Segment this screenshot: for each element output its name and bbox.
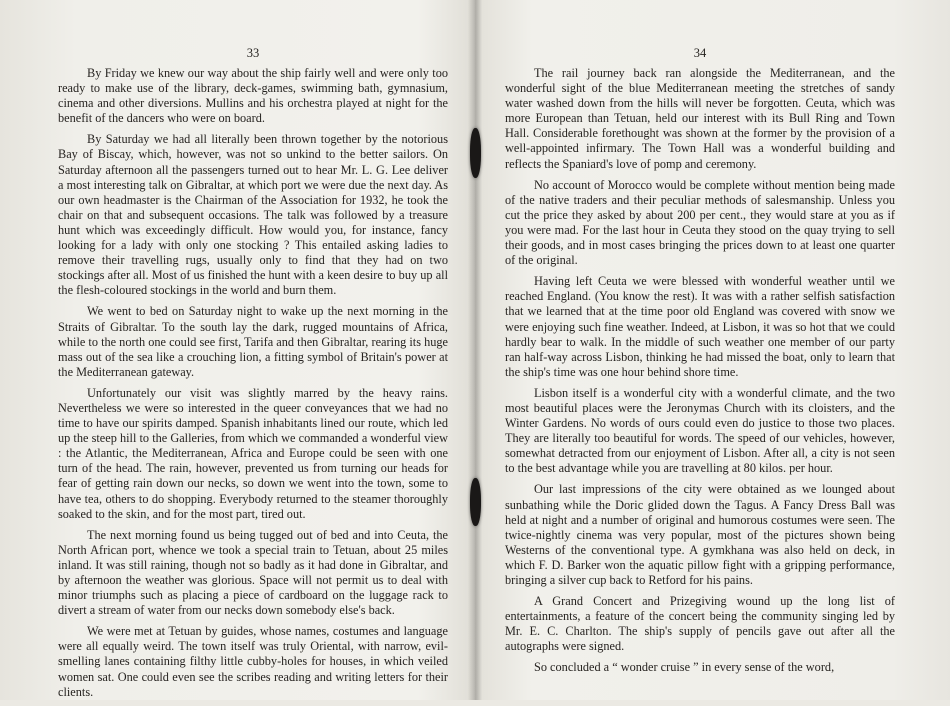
paragraph: The rail journey back ran alongside the Mediterranean, and the wonderful sight of the blue Mediterranean meeting the stretches of sandy water washed down from the hills will never be forgotten. Ceuta, which was more European than Tetuan, held our interest with its Bull Ring and Town Hall. Considerable forethought was shown at the former by the provision of a well-appointed infirmary. The Town Hall was a wonderful building and reflects the Spaniard's love of pomp and ceremony. xyxy=(505,66,895,171)
paragraph: Having left Ceuta we were blessed with wonderful weather until we reached England. (You know the rest). It was with a rather selfish satisfaction that we learned that at the time poor old England was covered with snow we were enjoying such fine weather. Indeed, at Lisbon, it was so hot that we could hardly bear to walk. In the middle of such weather one member of our party ran half-way across Lisbon, thinking he had missed the boat, only to learn that the ship's time was one hour behind shore time. xyxy=(505,274,895,379)
paragraph: The next morning found us being tugged out of bed and into Ceuta, the North African port, whence we took a special train to Tetuan, about 25 miles inland. It was still raining, though not so badly as it had done in Gibraltar, and by afternoon the weather was glorious. Space will not permit us to deal with minor triumphs such as placing a piece of cardboard on the luggage rack to divert a stream of water from our necks down somebody else's back. xyxy=(58,527,448,618)
paragraph: We went to bed on Saturday night to wake up the next morning in the Straits of Gibraltar. To the south lay the dark, rugged mountains of Africa, while to the north one could see first, Tarifa and then Gibraltar, rearing its huge mass out of the sea like a crouching lion, a fitting symbol of Britain's power at the Mediterranean gateway. xyxy=(58,304,448,379)
paragraph: So concluded a “ wonder cruise ” in every sense of the word, xyxy=(534,660,835,675)
paragraph: Lisbon itself is a wonderful city with a wonderful climate, and the two most beautiful places were the Jeronymas Church with its cloisters, and the Winter Gardens. No words of ours could even do justice to those two places. They are literally too beautiful for words. The speed of our vehicles, however, somewhat detracted from our enjoyment of Lisbon. After all, a city is not seen to the best advantage while you are travelling at 80 kilos. per hour. xyxy=(505,385,895,476)
paragraph: By Saturday we had all literally been thrown together by the notorious Bay of Biscay, which, however, was not so unkind to the better sailors. On Saturday afternoon all the passengers turned out to hear Mr. L. G. Lee deliver a most interesting talk on Gibraltar, at which port we were due the next day. As our own headmaster is the Chairman of the Association for 1932, he took the chair on that and subsequent occasions. The talk was followed by a treasure hunt which was exceedingly difficult. How would you, for instance, fancy looking for a lady with only one stocking ? This entailed asking ladies to remove their travelling rugs, usually only to find that they had on two stockings after all. Most of us finished the hunt with a keen desire to buy up all the flesh-coloured stockings in the world and burn them. xyxy=(58,132,448,298)
page-text xyxy=(58,66,448,706)
paragraph: We were met at Tetuan by guides, whose names, costumes and language were all equally weird. The town itself was truly Oriental, with narrow, evil-smelling lanes containing filthy little cubby-holes for houses, in which veiled women sat. One could even see the scribes reading and writing letters for their clients. xyxy=(58,624,448,699)
book-gutter xyxy=(468,0,482,700)
page-number: 34 xyxy=(693,46,707,60)
staple-bottom xyxy=(470,478,481,526)
paragraph: Our last impressions of the city were obtained as we lounged about sunbathing while the Doric glided down the Tagus. A Fancy Dress Ball was held at night and a number of original and humorous costumes were seen. The twice-nightly cinema was very popular, most of the pictures shown being Westerns of the conventional type. A gymkhana was also held on deck, in which F. D. Barker won the aquatic pillow fight with a gripping performance, bringing a silver cup back to Retford for his pains. xyxy=(505,482,895,587)
page-text xyxy=(505,66,895,682)
page-number: 33 xyxy=(246,46,260,60)
staple-top xyxy=(470,128,481,178)
paragraph: A Grand Concert and Prizegiving wound up the long list of entertainments, a feature of the concert being the community singing led by Mr. E. C. Charlton. The ship's supply of pencils gave out after all the autographs were signed. xyxy=(505,594,895,654)
paragraph: By Friday we knew our way about the ship fairly well and were only too ready to make use of the library, deck-games, swimming bath, gymnasium, cinema and other diversions. Mullins and his orchestra played at night for the benefit of the dancers who were on board. xyxy=(58,66,448,126)
paragraph: No account of Morocco would be complete without mention being made of the native traders and their peculiar methods of salesmanship. Unless you cut the price they asked by about 200 per cent., they would stare at you as if you were mad. For the last hour in Ceuta they stood on the quay trying to sell their goods, and in most cases bringing the prices down to at least one quarter of the original. xyxy=(505,177,895,268)
paragraph: Unfortunately our visit was slightly marred by the heavy rains. Nevertheless we were so interested in the queer conveyances that we had no time to have our spirits damped. Spanish inhabitants lined our route, which led up the steep hill to the Galleries, from which we commanded a wonderful view : the Atlantic, the Mediterranean, Africa and Europe could be seen with one turn of the head. The rain, however, prevented us from turning our heads for fear of getting rain down our necks, so down we went into the town, some to have tea, others to do shopping. Everybody returned to the steamer thoroughly soaked to the skin, and for the most part, tired out. xyxy=(58,385,448,521)
